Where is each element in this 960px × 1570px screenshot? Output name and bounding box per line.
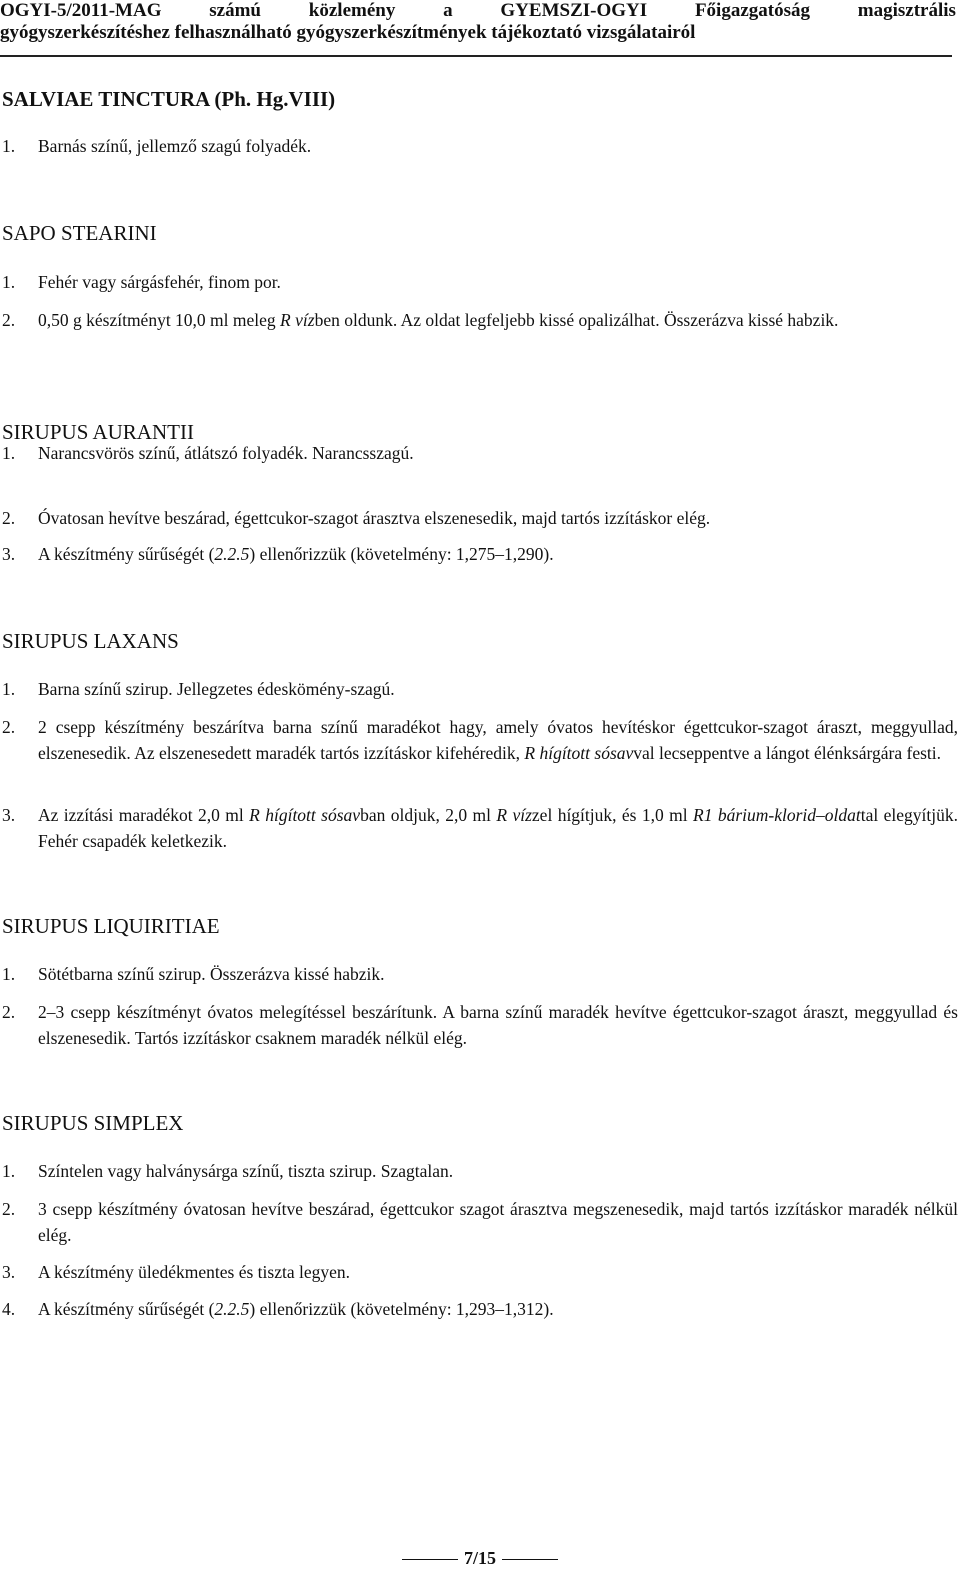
item-text: A készítmény sűrűségét (2.2.5) ellenőrizzük (követelmény: 1,275–1,290). — [38, 544, 554, 564]
item-number: 4. — [2, 1299, 16, 1319]
item-text: A készítmény sűrűségét (2.2.5) ellenőrizzük (követelmény: 1,293–1,312). — [38, 1299, 554, 1319]
item-text: Színtelen vagy halványsárga színű, tiszta szirup. Szagtalan. — [38, 1161, 454, 1181]
list-item — [2, 1197, 958, 1248]
list-item — [2, 677, 958, 703]
header-word: OGYI-5/2011-MAG — [0, 0, 162, 21]
section-title: SIRUPUS LIQUIRITIAE — [2, 914, 220, 938]
list-item — [2, 308, 958, 334]
item-text: Óvatosan hevítve beszárad, égettcukor-szagot árasztva elszenesedik, majd tartós izzításkor elég. — [38, 508, 711, 528]
section-sirupus-laxans — [2, 629, 959, 851]
item-number: 1. — [2, 679, 16, 699]
item-number: 2. — [2, 1002, 16, 1022]
item-text: Narancsvörös színű, átlátszó folyadék. Narancsszagú. — [38, 443, 414, 463]
list-item — [2, 506, 958, 532]
footer-dash-left — [402, 1559, 458, 1560]
section-title: SIRUPUS LAXANS — [2, 629, 179, 653]
item-text: Barnás színű, jellemző szagú folyadék. — [38, 136, 312, 156]
item-text: 2–3 csepp készítményt óvatos melegítéssel beszárítunk. A barna színű maradék hevítve égettcukor-szagot áraszt, meggyullad és elszenesedik. Tartós izzításkor csaknem maradék nélkül elég. — [38, 1002, 958, 1048]
footer-dash-right — [502, 1559, 558, 1560]
header-line-2: gyógyszerkészítéshez felhasználható gyógyszerkészítmények tájékoztató vizsgálatairól — [0, 22, 696, 43]
section-sapo-stearini — [2, 221, 958, 330]
list-item — [2, 441, 958, 467]
section-title: SALVIAE TINCTURA (Ph. Hg.VIII) — [2, 87, 336, 111]
item-number: 2. — [2, 717, 16, 737]
header-word: számú — [209, 0, 262, 21]
item-number: 1. — [2, 136, 16, 156]
list-item — [2, 715, 958, 766]
item-number: 1. — [2, 443, 16, 463]
item-text: A készítmény üledékmentes és tiszta legyen. — [38, 1262, 350, 1282]
item-text: Az izzítási maradékot 2,0 ml R hígított sósavban oldjuk, 2,0 ml R vízzel hígítjuk, és 1,0 ml R1 bárium-klorid–oldattal elegyítjük. Fehér csapadék keletkezik. — [38, 805, 959, 851]
list-item — [2, 1297, 958, 1323]
list-item — [2, 542, 958, 568]
item-number: 2. — [2, 310, 16, 330]
section-title: SIRUPUS AURANTII — [2, 420, 194, 444]
list-item — [2, 803, 958, 854]
item-text: Barna színű szirup. Jellegzetes édeskömény-szagú. — [38, 679, 395, 699]
item-text: Fehér vagy sárgásfehér, finom por. — [38, 272, 281, 292]
list-item — [2, 134, 958, 160]
header-word: a — [443, 0, 453, 21]
section-sirupus-aurantii — [2, 420, 958, 564]
item-number: 2. — [2, 1199, 16, 1219]
header-word: Főigazgatóság — [694, 0, 810, 21]
item-number: 3. — [2, 544, 16, 564]
item-text: 2 csepp készítmény beszárítva barna színű maradékot hagy, amely óvatos hevítéskor égettcukor-szagot áraszt, meggyullad, elszenesedik. Az elszenesedett maradék tartós izzításkor kifehéredik, R hígított sósavval lecseppentve a lángot élénksárgára festi. — [38, 717, 958, 763]
section-salviae — [2, 87, 958, 156]
header-word: GYEMSZI-OGYI — [500, 0, 648, 21]
header-word: magisztrális — [857, 0, 956, 21]
item-number: 3. — [2, 805, 16, 825]
section-sirupus-simplex — [2, 1111, 958, 1319]
item-number: 2. — [2, 508, 16, 528]
list-item — [2, 1260, 958, 1286]
item-text: 0,50 g készítményt 10,0 ml meleg R vízben oldunk. Az oldat legfeljebb kissé opalizálhat. Összerázva kissé habzik. — [38, 310, 839, 330]
item-number: 1. — [2, 272, 16, 292]
list-item — [2, 1000, 958, 1051]
item-number: 1. — [2, 964, 16, 984]
item-text: Sötétbarna színű szirup. Összerázva kissé habzik. — [38, 964, 385, 984]
section-sirupus-liquiritiae — [2, 914, 958, 1048]
page-footer — [0, 1547, 960, 1569]
item-text: 3 csepp készítmény óvatosan hevítve beszárad, égettcukor szagot árasztva megszenesedik, majd tartós izzításkor maradék nélkül elég. — [38, 1199, 958, 1245]
list-item — [2, 1159, 958, 1185]
header-line-1 — [0, 0, 958, 22]
header-word: közlemény — [308, 0, 396, 21]
page-header — [0, 0, 958, 44]
list-item — [2, 270, 958, 296]
item-number: 1. — [2, 1161, 16, 1181]
header-rule — [0, 55, 952, 57]
section-title: SAPO STEARINI — [2, 221, 157, 245]
section-title: SIRUPUS SIMPLEX — [2, 1111, 184, 1135]
page-number: 7/15 — [463, 1548, 496, 1568]
list-item — [2, 962, 958, 988]
item-number: 3. — [2, 1262, 16, 1282]
